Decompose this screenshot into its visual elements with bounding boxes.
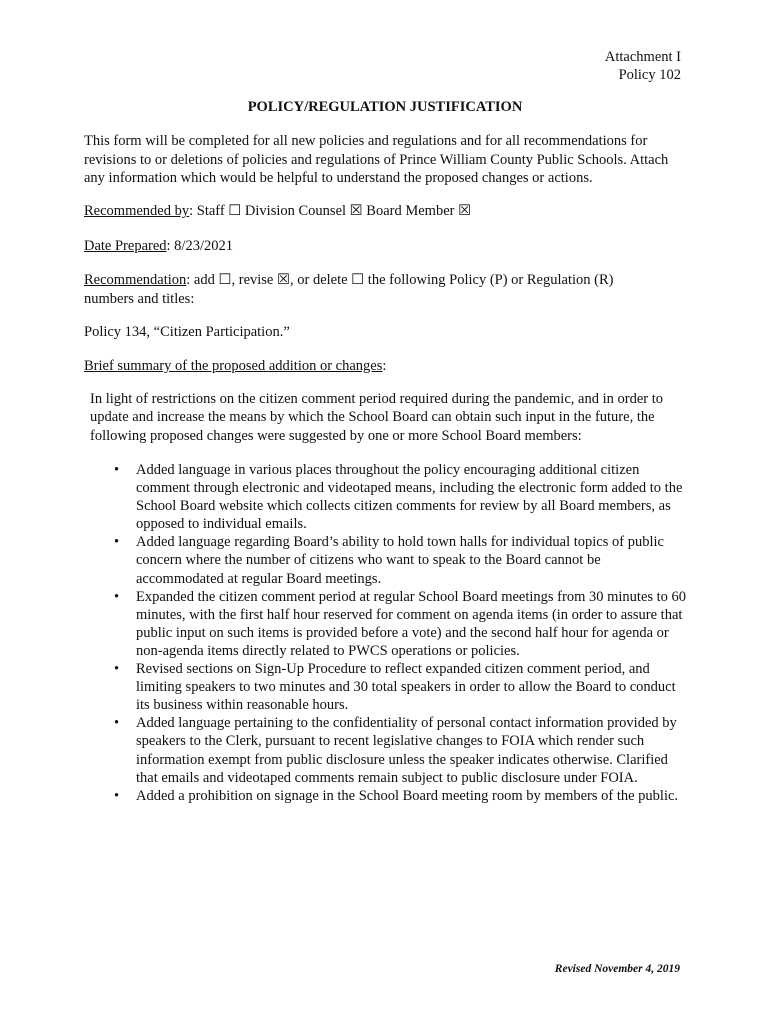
recommendation-options: : add ☐, revise ☒, or delete ☐ the following Policy (P) or Regulation (R) numbers and titles:	[84, 272, 614, 307]
recommendation-label: Recommendation	[84, 272, 187, 288]
recommended-by-label: Recommended by	[84, 203, 190, 219]
list-item	[0, 533, 688, 587]
list-item	[0, 787, 688, 805]
attachment-header	[605, 48, 681, 84]
bullet-icon: •	[114, 588, 120, 605]
revision-footer: Revised November 4, 2019	[554, 963, 680, 975]
date-prepared-line	[84, 237, 684, 256]
list-item-text: Added language regarding Board’s ability to hold town halls for individual topics of public concern where the number of citizens who want to speak to the Board cannot be accommodated at regular Board meetings.	[136, 534, 664, 587]
list-item	[0, 461, 688, 533]
policy-title-line: Policy 134, “Citizen Participation.”	[84, 324, 290, 340]
list-item-text: Added a prohibition on signage in the School Board meeting room by members of the public.	[136, 787, 679, 804]
bullet-icon: •	[114, 534, 120, 551]
list-item-text: Added language pertaining to the confidentiality of personal contact information provided by speakers to the Clerk, pursuant to recent legislative changes to FOIA which render such information exempt from public disclosure unless the speaker indicates otherwise. Clarified that emails and videotaped comments remain subject to public disclosure under FOIA.	[136, 715, 677, 786]
changes-list	[0, 461, 770, 805]
document-title: POLICY/REGULATION JUSTIFICATION	[247, 99, 523, 115]
date-prepared-value: : 8/23/2021	[166, 238, 233, 254]
bullet-icon: •	[114, 787, 120, 804]
list-item-text: Added language in various places throughout the policy encouraging additional citizen comment through electronic and videotaped means, including the electronic form added to the School Board website which collects citizen comments for review by all Board members, as opposed to individual emails.	[136, 462, 683, 533]
bullet-icon: •	[114, 661, 120, 678]
summary-colon: :	[382, 358, 387, 374]
date-prepared-label: Date Prepared	[84, 238, 167, 254]
summary-paragraph: In light of restrictions on the citizen comment period required during the pandemic, and in order to update and increase the means by which the School Board can obtain such input in the future, the following proposed changes were suggested by one or more School Board members:	[90, 391, 663, 444]
attachment-label: Attachment I	[604, 49, 681, 65]
recommended-by-line	[84, 202, 684, 221]
list-item-text: Revised sections on Sign-Up Procedure to reflect expanded citizen comment period, and limiting speakers to two minutes and 30 total speakers in order to allow the Board to conduct its business within reasonable hours.	[136, 661, 676, 714]
policy-number: Policy 102	[618, 67, 681, 83]
list-item	[0, 714, 688, 786]
bullet-icon: •	[114, 462, 120, 478]
summary-label: Brief summary of the proposed addition or changes	[84, 358, 383, 374]
list-item	[0, 588, 688, 660]
summary-heading	[84, 357, 684, 376]
list-item-text: Expanded the citizen comment period at regular School Board meetings from 30 minutes to 60 minutes, with the first half hour reserved for comment on agenda items (in order to assure that public input on such items is provided before a vote) and the second half hour for agenda or non-agenda items directly related to PWCS operations or policies.	[136, 588, 687, 659]
list-item	[0, 660, 688, 714]
intro-paragraph: This form will be completed for all new policies and regulations and for all recommendations for revisions to or deletions of policies and regulations of Prince William County Public Schools. Attach any information which would be helpful to understand the proposed changes or actions.	[84, 133, 669, 186]
recommendation-line	[84, 271, 644, 308]
recommended-by-options: : Staff ☐ Division Counsel ☒ Board Member ☒	[189, 203, 472, 219]
bullet-icon: •	[114, 715, 120, 732]
